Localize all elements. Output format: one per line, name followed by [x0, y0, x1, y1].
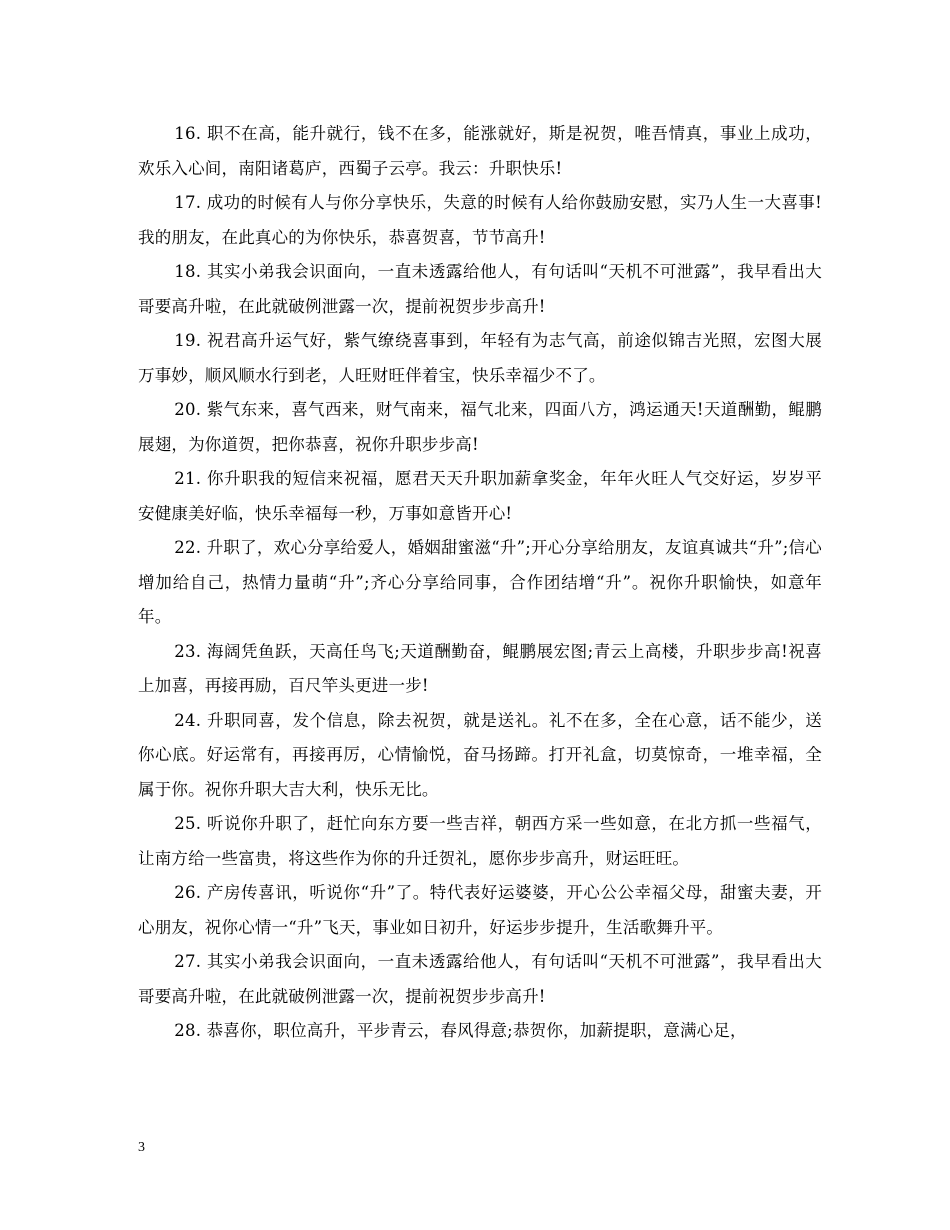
paragraph-26: 26. 产房传喜讯，听说你“升”了。特代表好运婆婆，开心公公幸福父母，甜蜜夫妻，开心朋友，祝你心情一“升”飞天，事业如日初升，好运步步提升，生活歌舞升平。 [138, 883, 822, 937]
paragraph-28: 28. 恭喜你，职位高升，平步青云，春风得意;恭贺你，加薪提职，意满心足， [174, 1021, 747, 1040]
paragraph-21: 21. 你升职我的短信来祝福，愿君天天升职加薪拿奖金，年年火旺人气交好运，岁岁平安健康美好临，快乐幸福每一秒，万事如意皆开心! [138, 469, 822, 523]
paragraph-17: 17. 成功的时候有人与你分享快乐，失意的时候有人给你鼓励安慰，实乃人生一大喜事!我的朋友，在此真心的为你快乐，恭喜贺喜，节节高升! [138, 193, 822, 247]
paragraph-22: 22. 升职了，欢心分享给爱人，婚姻甜蜜滋“升”;开心分享给朋友，友谊真诚共“升”;信心增加给自己，热情力量萌“升”;齐心分享给同事，合作团结增“升”。祝你升职愉快，如意年年。 [138, 538, 822, 626]
paragraph-25: 25. 听说你升职了，赶忙向东方要一些吉祥，朝西方采一些如意，在北方抓一些福气，让南方给一些富贵，将这些作为你的升迁贺礼，愿你步步高升，财运旺旺。 [138, 814, 822, 868]
paragraph-18: 18. 其实小弟我会识面向，一直未透露给他人，有句话叫“天机不可泄露”，我早看出大哥要高升啦，在此就破例泄露一次，提前祝贺步步高升! [138, 262, 822, 316]
paragraph-19: 19. 祝君高升运气好，紫气缭绕喜事到，年轻有为志气高，前途似锦吉光照，宏图大展万事妙，顺风顺水行到老，人旺财旺伴着宝，快乐幸福少不了。 [138, 331, 822, 385]
paragraph-24: 24. 升职同喜，发个信息，除去祝贺，就是送礼。礼不在多，全在心意，话不能少，送你心底。好运常有，再接再厉，心情愉悦，奋马扬蹄。打开礼盒，切莫惊奇，一堆幸福，全属于你。祝你升职大吉大利，快乐无比。 [138, 710, 822, 799]
paragraph-20: 20. 紫气东来，喜气西来，财气南来，福气北来，四面八方，鸿运通天!天道酬勤，鲲鹏展翅，为你道贺，把你恭喜，祝你升职步步高! [138, 400, 822, 454]
paragraph-23: 23. 海阔凭鱼跃，天高任鸟飞;天道酬勤奋，鲲鹏展宏图;青云上高楼，升职步步高!祝喜上加喜，再接再励，百尺竿头更进一步! [138, 641, 822, 695]
page-number: 3 [138, 1140, 145, 1155]
document-body [138, 117, 822, 1049]
paragraph-27: 27. 其实小弟我会识面向，一直未透露给他人，有句话叫“天机不可泄露”，我早看出大哥要高升啦，在此就破例泄露一次，提前祝贺步步高升! [138, 952, 822, 1006]
paragraph-16: 16. 职不在高，能升就行，钱不在多，能涨就好，斯是祝贺，唯吾情真，事业上成功，欢乐入心间，南阳诸葛庐，西蜀子云亭。我云：升职快乐! [138, 124, 822, 178]
